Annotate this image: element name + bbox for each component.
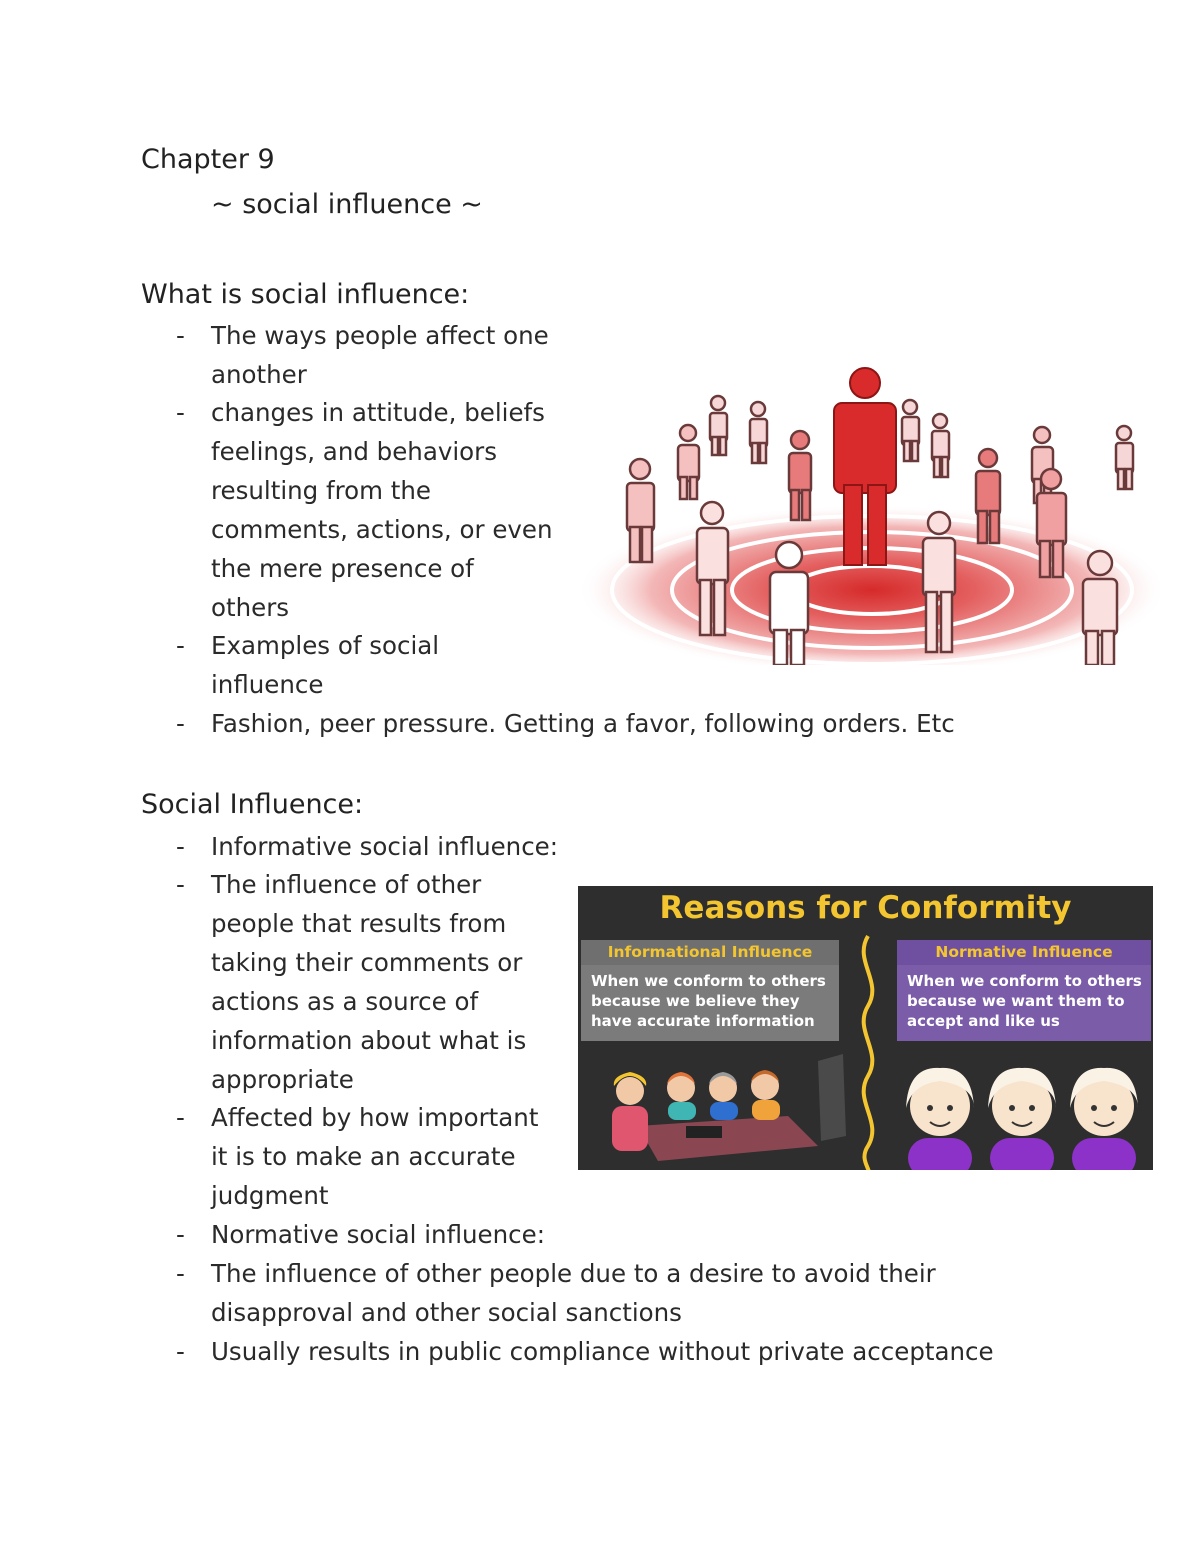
social-influence-illustration [572,365,1160,665]
bullet-text: feelings, and behaviors [211,437,497,466]
figure-title: Reasons for Conformity [659,890,1072,926]
bullet-text: Usually results in public compliance without private acceptance [211,1337,994,1366]
bullet-text: others [211,593,290,622]
bullet-text: another [211,360,307,389]
bullet-dash: - [176,631,185,660]
bullet-text: taking their comments or [211,948,523,977]
bullet-text: Fashion, peer pressure. Getting a favor, following orders. Etc [211,709,955,738]
bullet-dash: - [176,398,185,427]
bullet-text: The ways people affect one [211,321,549,350]
section-heading-social-influence: Social Influence: [141,789,364,820]
bullet-text: comments, actions, or even [211,515,553,544]
bullet-text: changes in attitude, beliefs [211,398,545,427]
bullet-text: disapproval and other social sanctions [211,1298,682,1327]
informational-text: When we conform to others because we believe they have accurate information [591,972,826,1030]
bullet-text: Informative social influence: [211,832,558,861]
group-at-table [612,1054,846,1161]
bullet-text: influence [211,670,324,699]
bullet-dash: - [176,1103,185,1132]
bullet-dash: - [176,832,185,861]
reasons-for-conformity-figure [578,886,1153,1170]
identical-women [906,1068,1138,1170]
bullet-text: appropriate [211,1065,354,1094]
bullet-dash: - [176,870,185,899]
bullet-dash: - [176,1220,185,1249]
person-3 [709,1072,738,1120]
bullet-text: information about what is [211,1026,527,1055]
bullet-dash: - [176,321,185,350]
chapter-subtitle: ~ social influence ~ [211,189,483,220]
bullet-text: it is to make an accurate [211,1142,516,1171]
bullet-dash: - [176,1337,185,1366]
bullet-text: Affected by how important [211,1103,539,1132]
bullet-text: resulting from the [211,476,431,505]
bullet-text: people that results from [211,909,507,938]
bullet-dash: - [176,709,185,738]
bullet-text: Examples of social [211,631,440,660]
bullet-text: the mere presence of [211,554,474,583]
wavy-divider [864,936,873,1170]
bullet-dash: - [176,1259,185,1288]
section-heading-what-is: What is social influence: [141,279,470,310]
normative-text: When we conform to others because we want them to accept and like us [907,972,1142,1030]
person-2 [667,1072,696,1120]
bullet-text: judgment [211,1181,329,1210]
person-4 [751,1070,780,1120]
bullet-text: actions as a source of [211,987,479,1016]
person-blonde [612,1072,648,1151]
bullet-text: The influence of other [211,870,482,899]
bullet-text: The influence of other people due to a desire to avoid their [211,1259,936,1288]
conformity-illustration [578,886,1153,1170]
informational-header: Informational Influence [581,940,839,965]
bullet-text: Normative social influence: [211,1220,545,1249]
normative-header: Normative Influence [897,940,1151,965]
chapter-title: Chapter 9 [141,144,275,175]
